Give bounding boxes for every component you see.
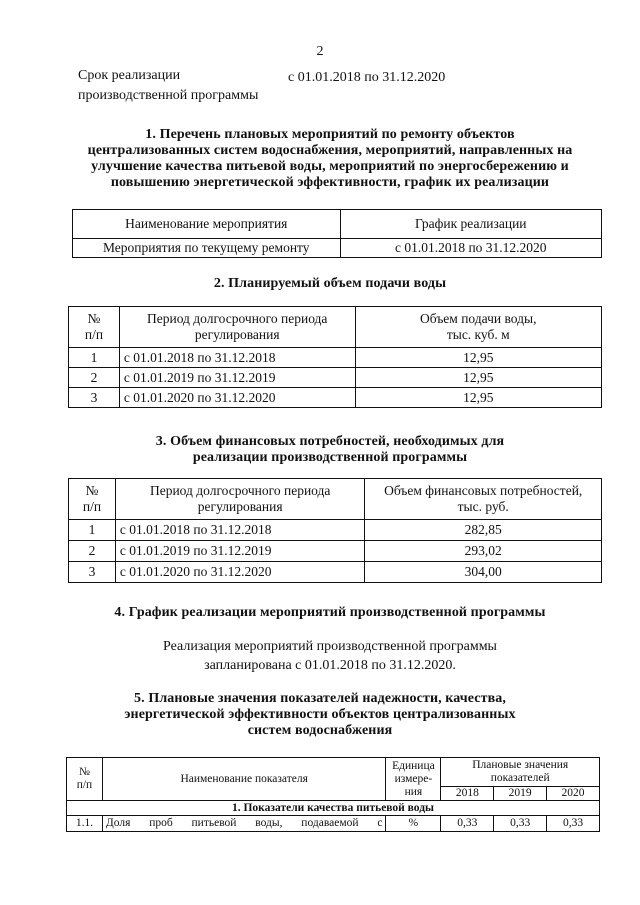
table-row	[67, 816, 600, 832]
term-label	[78, 66, 258, 106]
year-header: 2018	[441, 787, 494, 801]
section2-title: 2. Планируемый объем подачи воды	[213, 276, 447, 291]
section5-title-line: 5. Плановые значения показателей надежности, качества,	[134, 691, 506, 706]
table-cell: 293,02	[365, 541, 602, 562]
table-cell: 12,95	[355, 368, 601, 388]
table-header-row	[69, 479, 602, 520]
column-header-unit: Единица измере- ния	[386, 758, 441, 801]
table-cell: 0,33	[494, 816, 547, 832]
table-cell: с 01.01.2020 по 31.12.2020	[115, 562, 365, 583]
table-header-row	[67, 758, 600, 787]
table-cell: 3	[69, 562, 116, 583]
table-cell: 2	[69, 541, 116, 562]
column-header: График реализации	[340, 210, 601, 239]
column-header: Наименование мероприятия	[73, 210, 341, 239]
section5-title-line: энергетической эффективности объектов централизованных	[124, 707, 516, 722]
column-header-period: Период долгосрочного периода регулирования	[115, 479, 365, 520]
section3-title-line: реализации производственной программы	[192, 450, 468, 465]
table-cell: %	[386, 816, 441, 832]
section1-title-line: повышению энергетической эффективности, график их реализации	[110, 175, 550, 190]
table-row	[69, 368, 602, 388]
section5-title-line: систем водоснабжения	[247, 723, 393, 738]
table-cell: 3	[69, 388, 120, 408]
column-header-plan: Плановые значения показателей	[441, 758, 600, 787]
table-cell: с 01.01.2019 по 31.12.2019	[119, 368, 355, 388]
table-cell: 12,95	[355, 388, 601, 408]
section1-title-line: централизованных систем водоснабжения, мероприятий, направленных на	[87, 143, 573, 158]
term-label-line2: производственной программы	[78, 88, 259, 103]
table-cell: 304,00	[365, 562, 602, 583]
table-cell: 2	[69, 368, 120, 388]
column-header-number: № п/п	[69, 479, 116, 520]
table-row	[73, 239, 602, 258]
table-cell: 282,85	[365, 520, 602, 541]
section3-table	[68, 478, 602, 583]
table-group-row	[67, 801, 600, 816]
term-value: с 01.01.2018 по 31.12.2020	[288, 70, 446, 85]
term-label-line1: Срок реализации	[78, 68, 181, 83]
table-row	[69, 348, 602, 368]
section1-title	[60, 127, 600, 191]
section4-text-line: Реализация мероприятий производственной программы	[163, 639, 497, 654]
column-header-number: № п/п	[69, 307, 120, 348]
table-cell: 0,33	[441, 816, 494, 832]
table-cell: с 01.01.2019 по 31.12.2019	[115, 541, 365, 562]
section2-table	[68, 306, 602, 408]
section4-title: 4. График реализации мероприятий производственной программы	[114, 605, 546, 620]
section5-title	[50, 691, 590, 739]
section3-title	[60, 434, 600, 466]
section4-text-line: запланирована с 01.01.2018 по 31.12.2020.	[204, 658, 456, 673]
table-cell: 0,33	[547, 816, 600, 832]
column-header-number: № п/п	[67, 758, 103, 801]
section4-text	[60, 637, 600, 675]
section3-title-line: 3. Объем финансовых потребностей, необходимых для	[155, 434, 505, 449]
year-header: 2019	[494, 787, 547, 801]
section5-table	[66, 757, 600, 832]
table-cell: 1	[69, 348, 120, 368]
section1-table	[72, 209, 602, 258]
group-title: 1. Показатели качества питьевой воды	[67, 801, 600, 816]
table-cell: 1	[69, 520, 116, 541]
table-row	[69, 388, 602, 408]
table-row	[69, 562, 602, 583]
section1-title-line: 1. Перечень плановых мероприятий по ремонту объектов	[145, 127, 515, 142]
table-row	[69, 520, 602, 541]
table-cell: с 01.01.2018 по 31.12.2020	[340, 239, 601, 258]
column-header-period: Период долгосрочного периода регулирования	[119, 307, 355, 348]
table-row	[69, 541, 602, 562]
table-header-row	[73, 210, 602, 239]
page-number: 2	[316, 44, 324, 59]
table-cell: 12,95	[355, 348, 601, 368]
column-header-volume: Объем подачи воды, тыс. куб. м	[355, 307, 601, 348]
section1-title-line: улучшение качества питьевой воды, мероприятий по энергосбережению и	[91, 159, 569, 174]
year-header: 2020	[547, 787, 600, 801]
table-cell: 1.1.	[67, 816, 103, 832]
column-header-indicator: Наименование показателя	[102, 758, 386, 801]
table-cell: Доля проб питьевой воды, подаваемой с	[102, 816, 386, 832]
table-cell: Мероприятия по текущему ремонту	[73, 239, 341, 258]
column-header-finance: Объем финансовых потребностей, тыс. руб.	[365, 479, 602, 520]
table-header-row	[69, 307, 602, 348]
table-cell: с 01.01.2018 по 31.12.2018	[119, 348, 355, 368]
table-cell: с 01.01.2020 по 31.12.2020	[119, 388, 355, 408]
table-cell: с 01.01.2018 по 31.12.2018	[115, 520, 365, 541]
